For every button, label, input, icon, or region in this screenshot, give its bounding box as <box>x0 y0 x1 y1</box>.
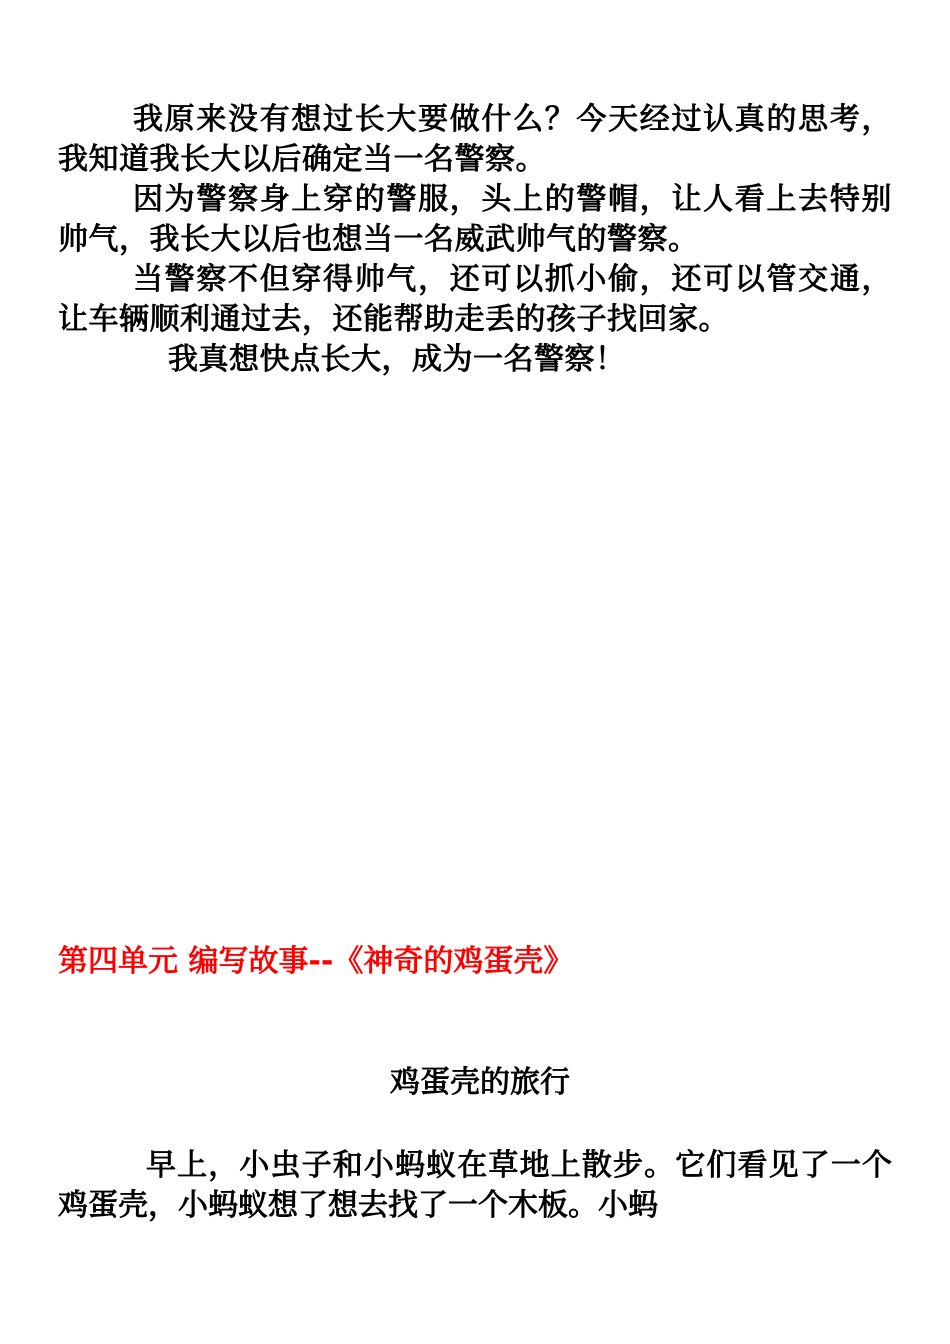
section-heading: 第四单元 编写故事--《神奇的鸡蛋壳》 <box>58 944 574 979</box>
essay-paragraph-1: 我原来没有想过长大要做什么？今天经过认真的思考，我知道我长大以后确定当一名警察。 <box>58 102 892 177</box>
essay-closing-line: 我真想快点长大，成为一名警察！ <box>168 342 626 377</box>
essay-paragraph-2: 因为警察身上穿的警服，头上的警帽，让人看上去特别帅气，我长大以后也想当一名威武帅气的警察。 <box>58 182 892 257</box>
story-title: 鸡蛋壳的旅行 <box>390 1065 570 1100</box>
story-paragraph: 早上，小虫子和小蚂蚁在草地上散步。它们看见了一个鸡蛋壳，小蚂蚁想了想去找了一个木板。小蚂 <box>58 1148 892 1223</box>
essay-paragraph-3: 当警察不但穿得帅气，还可以抓小偷，还可以管交通，让车辆顺利通过去，还能帮助走丢的孩子找回家。 <box>58 262 892 337</box>
essay-body <box>58 100 892 380</box>
